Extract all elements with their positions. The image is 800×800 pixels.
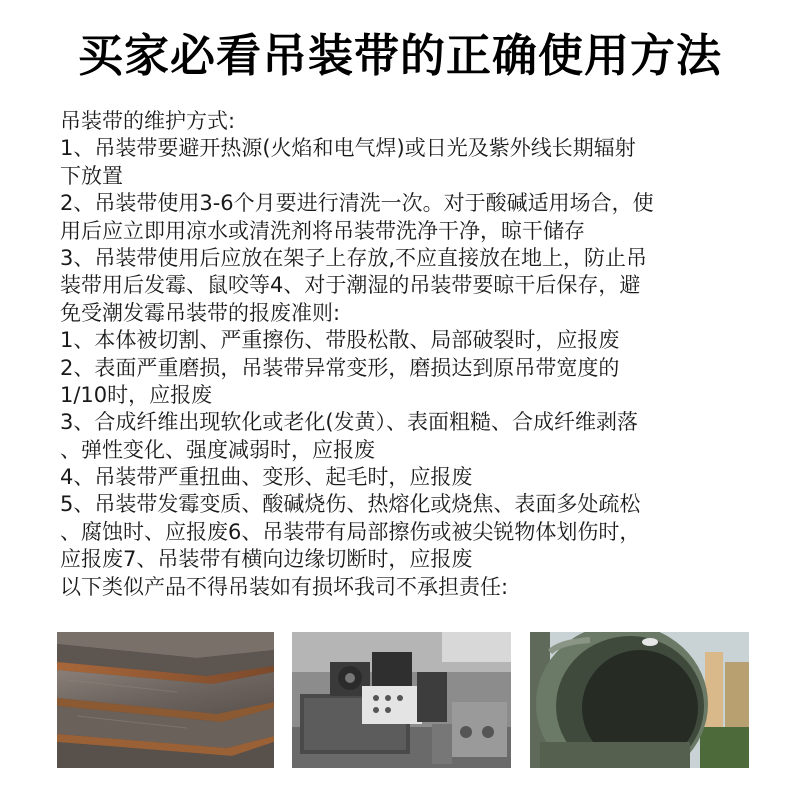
text-line: 3、合成纤维出现软化或老化(发黄）、表面粗糙、合成纤维剥落 — [60, 410, 639, 435]
text-line: 以下类似产品不得吊装如有损坏我司不承担责任: — [60, 574, 509, 599]
text-line: 下放置 — [60, 163, 123, 188]
text-line: 、腐蚀时、应报废6、吊装带有局部擦伤或被尖锐物体划伤时， — [60, 519, 641, 544]
text-line: 装带用后发霉、鼠咬等4、对于潮湿的吊装带要晾干后保存，避 — [60, 273, 641, 298]
text-line: 2、表面严重磨损，吊装带异常变形，磨损达到原吊带宽度的 — [60, 355, 620, 380]
maintenance-instructions — [60, 108, 750, 601]
text-line: 2、吊装带使用3-6个月要进行清洗一次。对于酸碱适用场合，使 — [60, 191, 654, 216]
large-tank-photo — [530, 632, 749, 768]
text-line: 3、吊装带使用后应放在架子上存放,不应直接放在地上，防止吊 — [60, 245, 648, 270]
example-photos — [0, 632, 800, 768]
text-line: 1、吊装带要避开热源(火焰和电气焊)或日光及紫外线长期辐射 — [60, 136, 636, 161]
page-title: 买家必看吊装带的正确使用方法 — [77, 29, 722, 82]
steel-plates-photo — [57, 632, 274, 768]
text-line: 免受潮发霉吊装带的报废准则: — [60, 300, 341, 325]
text-line: 1、本体被切割、严重擦伤、带股松散、局部破裂时，应报废 — [60, 328, 620, 353]
industrial-machine-photo — [292, 632, 511, 768]
text-line: 1/10时，应报废 — [60, 382, 213, 407]
text-line: 4、吊装带严重扭曲、变形、起毛时，应报废 — [60, 465, 473, 490]
text-line: 吊装带的维护方式: — [60, 109, 236, 133]
text-line: 用后应立即用凉水或清洗剂将吊装带洗净干净，晾干储存 — [60, 218, 585, 243]
text-line: 应报废7、吊装带有横向边缘切断时，应报废 — [60, 547, 473, 572]
text-line: 、弹性变化、强度减弱时，应报废 — [60, 437, 375, 462]
text-line: 5、吊装带发霉变质、酸碱烧伤、热熔化或烧焦、表面多处疏松 — [60, 492, 641, 517]
